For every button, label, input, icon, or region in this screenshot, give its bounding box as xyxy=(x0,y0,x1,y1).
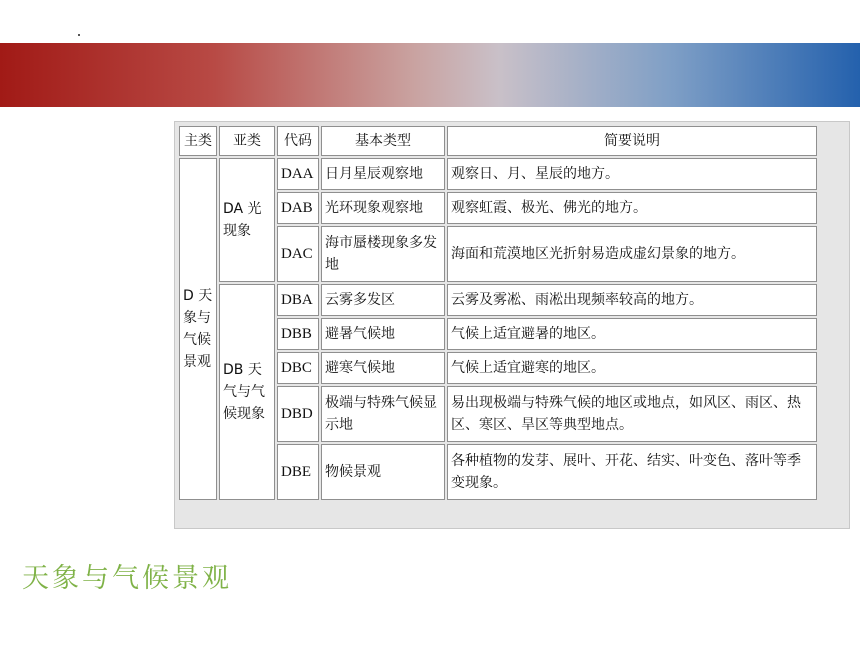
type-cell: 云雾多发区 xyxy=(321,284,445,316)
type-cell: 光环现象观察地 xyxy=(321,192,445,224)
subclass-db-cell: DB 天气与气候现象 xyxy=(219,284,275,500)
decorative-dot xyxy=(78,34,80,36)
code-cell: DBE xyxy=(277,444,319,500)
desc-cell: 观察日、月、星辰的地方。 xyxy=(447,158,817,190)
main-class-cell: D 天象与气候景观 xyxy=(179,158,217,500)
desc-cell: 云雾及雾凇、雨凇出现频率较高的地方。 xyxy=(447,284,817,316)
slide-title: 天象与气候景观 xyxy=(22,563,232,594)
header-main-class: 主类 xyxy=(179,126,217,156)
type-cell: 避暑气候地 xyxy=(321,318,445,350)
header-description: 简要说明 xyxy=(447,126,817,156)
code-cell: DBD xyxy=(277,386,319,442)
type-cell: 海市蜃楼现象多发地 xyxy=(321,226,445,282)
type-cell: 日月星辰观察地 xyxy=(321,158,445,190)
type-cell: 极端与特殊气候显示地 xyxy=(321,386,445,442)
code-cell: DBB xyxy=(277,318,319,350)
subclass-da-cell: DA 光现象 xyxy=(219,158,275,282)
type-cell: 避寒气候地 xyxy=(321,352,445,384)
classification-table xyxy=(177,124,819,502)
header-basic-type: 基本类型 xyxy=(321,126,445,156)
desc-cell: 气候上适宜避暑的地区。 xyxy=(447,318,817,350)
desc-cell: 各种植物的发芽、展叶、开花、结实、叶变色、落叶等季变现象。 xyxy=(447,444,817,500)
code-cell: DBC xyxy=(277,352,319,384)
header-banner xyxy=(0,43,860,107)
code-cell: DAA xyxy=(277,158,319,190)
desc-cell: 气候上适宜避寒的地区。 xyxy=(447,352,817,384)
desc-cell: 海面和荒漠地区光折射易造成虚幻景象的地方。 xyxy=(447,226,817,282)
desc-cell: 观察虹霞、极光、佛光的地方。 xyxy=(447,192,817,224)
header-code: 代码 xyxy=(277,126,319,156)
code-cell: DBA xyxy=(277,284,319,316)
desc-cell: 易出现极端与特殊气候的地区或地点，如风区、雨区、热区、寒区、旱区等典型地点。 xyxy=(447,386,817,442)
code-cell: DAB xyxy=(277,192,319,224)
header-subclass: 亚类 xyxy=(219,126,275,156)
type-cell: 物候景观 xyxy=(321,444,445,500)
code-cell: DAC xyxy=(277,226,319,282)
classification-table-frame xyxy=(174,121,850,529)
